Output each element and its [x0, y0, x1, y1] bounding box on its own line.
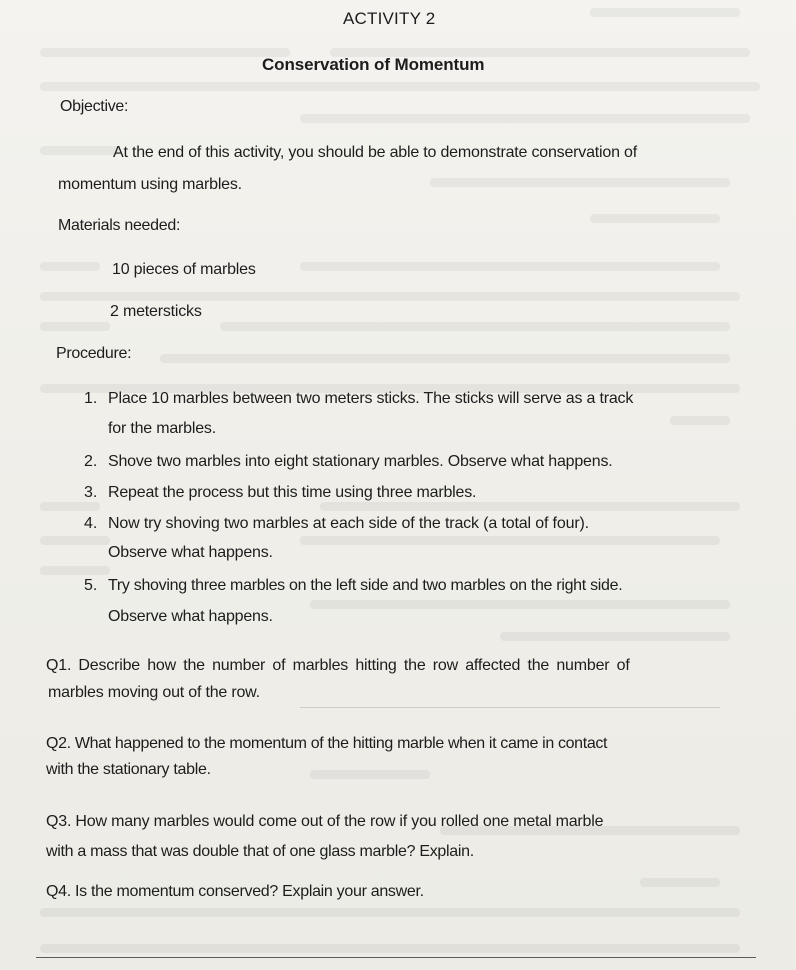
objective-label: Objective:	[60, 98, 129, 115]
question-3: Q3. How many marbles would come out of the row if you rolled one metal marble	[46, 813, 604, 830]
step-text: Repeat the process but this time using three marbles.	[108, 484, 477, 501]
objective-text-line2: momentum using marbles.	[58, 176, 242, 193]
objective-text-line1: At the end of this activity, you should be able to demonstrate conservation of	[113, 144, 637, 161]
answer-line	[300, 707, 720, 708]
step-number: 4.	[84, 515, 98, 532]
question-4: Q4. Is the momentum conserved? Explain your answer.	[46, 883, 424, 900]
step-number: 2.	[84, 453, 98, 470]
step-text: Shove two marbles into eight stationary marbles. Observe what happens.	[108, 453, 613, 470]
step-text: Try shoving three marbles on the left side and two marbles on the right side.	[108, 577, 623, 594]
material-item: 2 metersticks	[110, 303, 202, 320]
question-1: Q1. Describe how the number of marbles hitting the row affected the number of	[46, 657, 630, 674]
question-3-continued: with a mass that was double that of one glass marble? Explain.	[46, 843, 474, 860]
page-title: Conservation of Momentum	[262, 55, 485, 74]
step-number: 3.	[84, 484, 98, 501]
step-text: Place 10 marbles between two meters sticks. The sticks will serve as a track	[108, 390, 634, 407]
question-2-continued: with the stationary table.	[46, 761, 211, 778]
step-text-continued: Observe what happens.	[108, 544, 273, 561]
material-item: 10 pieces of marbles	[112, 261, 256, 278]
activity-number: ACTIVITY 2	[343, 9, 436, 28]
step-number: 1.	[84, 390, 98, 407]
step-text-continued: Observe what happens.	[108, 608, 273, 625]
step-number: 5.	[84, 577, 98, 594]
answer-line	[36, 957, 756, 958]
question-1-continued: marbles moving out of the row.	[48, 684, 260, 701]
procedure-label: Procedure:	[56, 345, 132, 362]
question-2: Q2. What happened to the momentum of the hitting marble when it came in contact	[46, 735, 608, 752]
step-text: Now try shoving two marbles at each side of the track (a total of four).	[108, 515, 589, 532]
materials-label: Materials needed:	[58, 217, 181, 234]
step-text-continued: for the marbles.	[108, 420, 216, 437]
